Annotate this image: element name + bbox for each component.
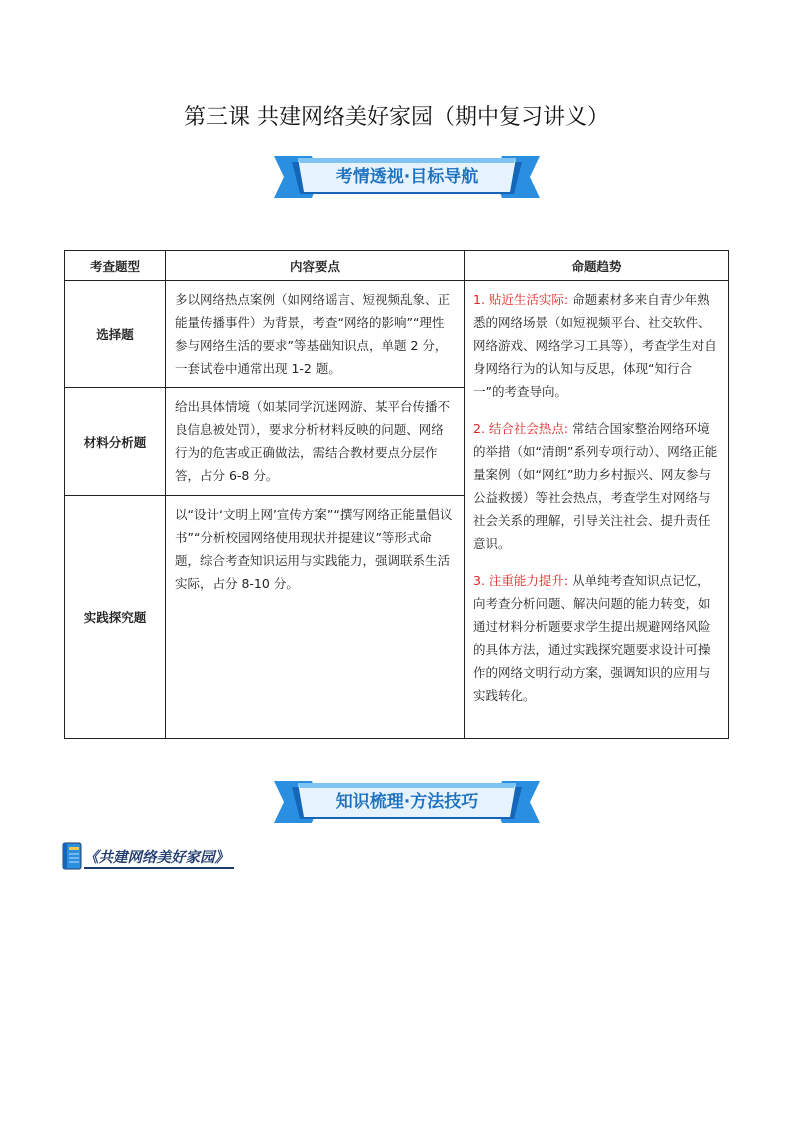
table-header-row bbox=[65, 251, 729, 281]
content-points: 以“设计‘文明上网’宣传方案”“撰写网络正能量倡议书”“分析校园网络使用现状并提建议”等形式命题，综合考查知识运用与实践能力，强调联系生活实际，占分 8-10 分。 bbox=[166, 496, 465, 739]
trend-item bbox=[473, 569, 720, 707]
trend-text: 常结合国家整治网络环境的举措（如“清朗”系列专项行动）、网络正能量案例（如“网红”助力乡村振兴、网友参与公益救援）等社会热点，考查学生对网络与社会关系的理解，引导关注社会、提升责任意识。 bbox=[473, 421, 718, 551]
trend-lead: 1. 贴近生活实际: bbox=[473, 292, 569, 307]
content-points: 给出具体情境（如某同学沉迷网游、某平台传播不良信息被处罚），要求分析材料反映的问题、网络行为的危害或正确做法，需结合教材要点分层作答，占分 6-8 分。 bbox=[166, 388, 465, 496]
question-type: 实践探究题 bbox=[65, 496, 166, 739]
header-trends: 命题趋势 bbox=[465, 251, 729, 281]
header-content-points: 内容要点 bbox=[166, 251, 465, 281]
section-banner-knowledge bbox=[274, 779, 540, 825]
trend-cell bbox=[465, 281, 729, 739]
banner-title: 考情透视·目标导航 bbox=[335, 167, 479, 187]
section-heading-text: 《共建网络美好家园》 bbox=[84, 850, 229, 866]
trend-text: 从单纯考查知识点记忆，向考查分析问题、解决问题的能力转变，如通过材料分析题要求学生提出规避网络风险的具体方法，通过实践探究题要求设计可操作的网络文明行动方案，强调知识的应用与实践转化。 bbox=[473, 573, 711, 703]
page-title: 第三课 共建网络美好家园（期中复习讲义） bbox=[184, 105, 609, 130]
question-type: 材料分析题 bbox=[65, 388, 166, 496]
book-icon bbox=[62, 842, 82, 870]
trend-item bbox=[473, 288, 720, 403]
question-type: 选择题 bbox=[65, 281, 166, 388]
trend-text: 命题素材多来自青少年熟悉的网络场景（如短视频平台、社交软件、网络游戏、网络学习工具等），考查学生对自身网络行为的认知与反思，体现“知行合一”的考查导向。 bbox=[473, 292, 717, 399]
exam-analysis-table bbox=[64, 250, 729, 739]
content-points: 多以网络热点案例（如网络谣言、短视频乱象、正能量传播事件）为背景，考查“网络的影响”“理性参与网络生活的要求”等基础知识点，单题 2 分，一套试卷中通常出现 1-2 题。 bbox=[166, 281, 465, 388]
trend-item bbox=[473, 417, 720, 555]
heading-underline bbox=[84, 867, 234, 869]
trend-lead: 2. 结合社会热点: bbox=[473, 421, 569, 436]
table-row bbox=[65, 281, 729, 388]
header-question-type: 考查题型 bbox=[65, 251, 166, 281]
banner-title: 知识梳理·方法技巧 bbox=[335, 792, 479, 812]
section-banner-exam-overview bbox=[274, 154, 540, 200]
trend-lead: 3. 注重能力提升: bbox=[473, 573, 569, 588]
